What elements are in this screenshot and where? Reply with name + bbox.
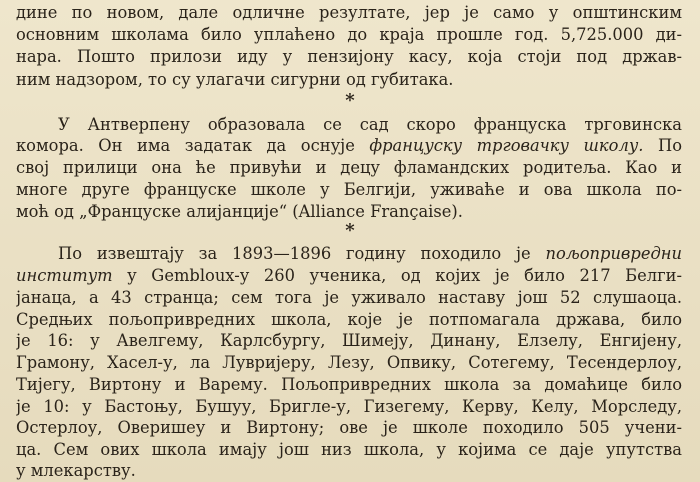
text-line: многе друге француске школе у Белгији, уживаће и ова школа по- <box>16 179 682 199</box>
text-line: дине по новом, дале одличне резултате, јер је само у општинским <box>16 2 682 22</box>
text-line: јанаца, а 43 странца; сем тога је уживало наставу још 52 слушаоца. <box>16 287 682 307</box>
text-line: Средњих пољопривредних школа, које је потпомагала држава, било <box>16 309 682 329</box>
text-line: ца. Сем ових школа имају још низ школа, у којима се даје упутства <box>16 440 682 460</box>
text-line: свој прилици она ће привући и децу фламандских родитеља. Као и <box>16 158 682 178</box>
text-segment: По <box>643 136 682 156</box>
text-line: у млекарству. <box>16 461 136 480</box>
text-line: је 16: у Авелгему, Карлсбургу, Шимеју, Динану, Елзелу, Енгијену, <box>16 331 682 351</box>
text-line <box>16 135 682 156</box>
text-line: Грамону, Хасел-у, ла Лувријеру, Лезу, Опвику, Сотегему, Тесендерлоу, <box>16 353 682 373</box>
text-segment: комора. Он има задатак да оснује <box>16 136 370 156</box>
emphasized-text: пољопривредни <box>545 244 682 264</box>
text-line <box>16 265 682 286</box>
text-segment: у Gembloux-у 260 ученика, од којих је било 217 Белги- <box>112 266 682 285</box>
text-line: је 10: у Бастоњу, Бушуу, Бригле-у, Гизегему, Керву, Келу, Морследу, <box>16 396 682 416</box>
text-line: основним школама било уплаћено до краја прошле год. 5,725.000 ди- <box>16 24 682 44</box>
section-separator: * <box>345 89 355 111</box>
text-line: Тијегу, Виртону и Варему. Пољопривредних школа за домаћице било <box>16 374 682 394</box>
emphasized-text: француску трговачку школу. <box>369 136 644 156</box>
text-line: моћ од „Француске алијанције“ (Alliance Française). <box>16 201 463 221</box>
text-line: ним надзором, то су улагачи сигурни од губитака. <box>16 70 454 90</box>
text-line: нара. Пошто прилози иду у пензијону касу, која стоји под држав- <box>16 47 682 67</box>
text-line: Остерлоу, Оверишеу и Виртону; ове је школе походило 505 учени- <box>16 418 682 438</box>
text-line: У Антверпену образовала се сад скоро француска трговинска <box>58 114 682 134</box>
text-segment: По извештају за 1893—1896 годину походило је <box>58 244 546 264</box>
emphasized-text: институт <box>16 266 113 285</box>
text-line <box>58 243 682 264</box>
section-separator: * <box>345 220 355 242</box>
